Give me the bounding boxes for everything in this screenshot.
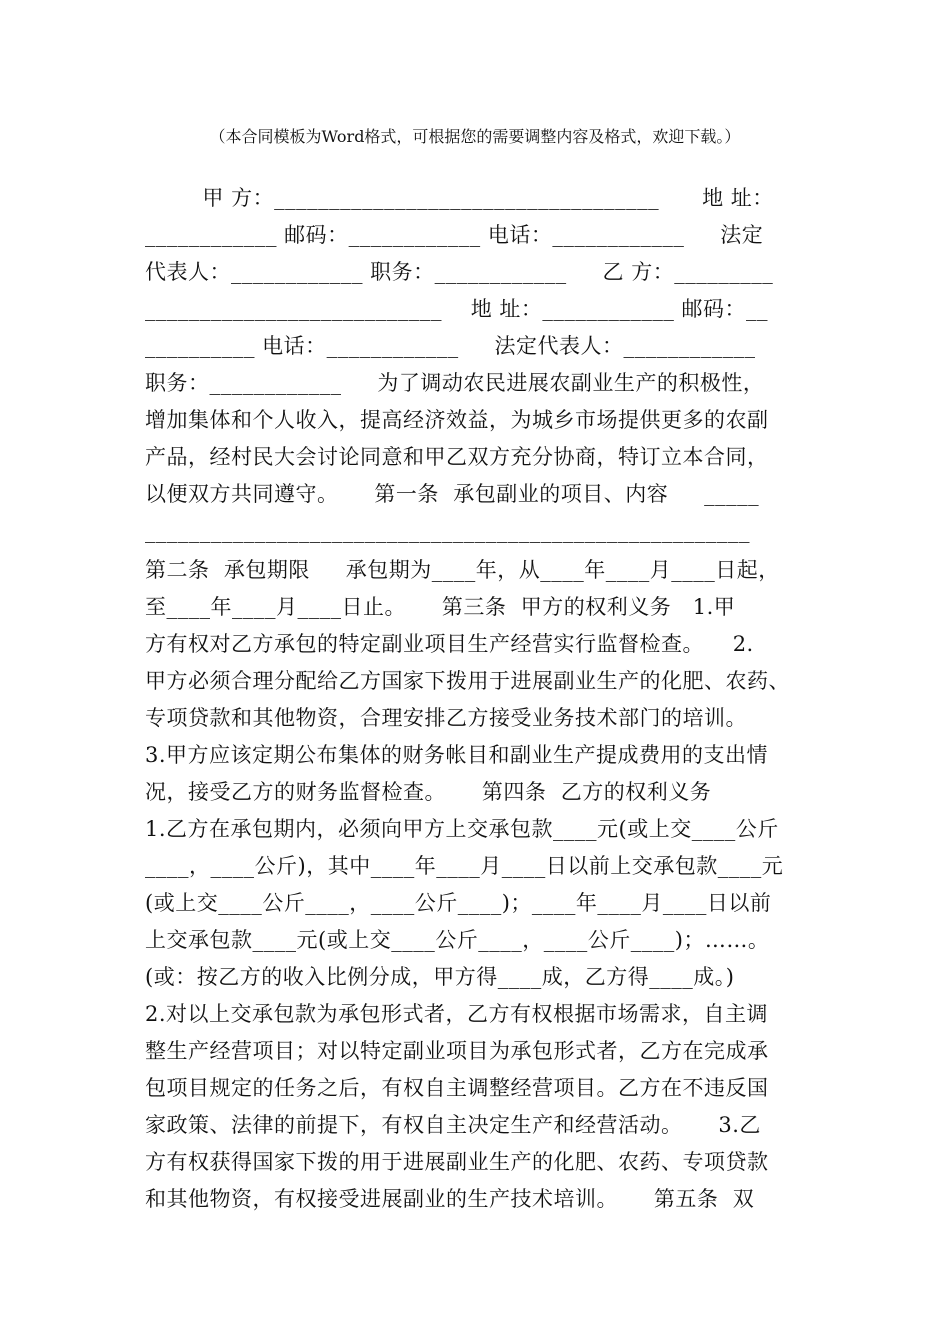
contract-line: 方有权获得国家下拨的用于进展副业生产的化肥、农药、专项贷款 (145, 1150, 769, 1174)
contract-line: __________ 电话：____________ 法定代表人：____________ (145, 334, 756, 358)
contract-line: 上交承包款____元(或上交____公斤____，____公斤____)；……。 (145, 928, 770, 952)
contract-line: 甲方必须合理分配给乙方国家下拨用于进展副业生产的化肥、农药、 (145, 669, 790, 693)
contract-line: 包项目规定的任务之后，有权自主调整经营项目。乙方在不违反国 (145, 1076, 769, 1100)
contract-line: 整生产经营项目；对以特定副业项目为承包形式者，乙方在完成承 (145, 1039, 769, 1063)
contract-line: 况，接受乙方的财务监督检查。 第四条 乙方的权利义务 (145, 780, 712, 804)
contract-line: 产品，经村民大会讨论同意和甲乙双方充分协商，特订立本合同， (145, 445, 769, 469)
contract-line: 专项贷款和其他物资，合理安排乙方接受业务技术部门的培训。 (145, 706, 747, 730)
contract-line: 家政策、法律的前提下，有权自主决定生产和经营活动。 3.乙 (145, 1113, 761, 1137)
contract-line: _______________________________________________________ (145, 519, 750, 543)
contract-line: 增加集体和个人收入，提高经济效益，为城乡市场提供更多的农副 (145, 408, 769, 432)
template-notice: （本合同模板为Word格式，可根据您的需要调整内容及格式，欢迎下载。） (209, 127, 741, 146)
contract-line: 1.乙方在承包期内，必须向甲方上交承包款____元(或上交____公斤 (145, 817, 779, 841)
contract-line: 3.甲方应该定期公布集体的财务帐目和副业生产提成费用的支出情 (145, 743, 769, 767)
contract-line: 2.对以上交承包款为承包形式者，乙方有权根据市场需求，自主调 (145, 1002, 769, 1026)
contract-line: 职务：____________ 为了调动农民进展农副业生产的积极性， (145, 371, 765, 395)
contract-line: 第二条 承包期限 承包期为____年，从____年____月____日起， (145, 558, 780, 582)
contract-line: (或：按乙方的收入比例分成，甲方得____成，乙方得____成。) (145, 965, 735, 989)
contract-line: 以便双方共同遵守。 第一条 承包副业的项目、内容 _____ (145, 482, 760, 506)
contract-line: 代表人：____________ 职务：____________ 乙 方：_________ (145, 260, 774, 284)
contract-line: ___________________________ 地 址：____________ 邮码：__ (145, 297, 769, 321)
contract-line: (或上交____公斤____，____公斤____)；____年____月____日以前 (145, 891, 772, 915)
contract-line: ____，____公斤)，其中____年____月____日以前上交承包款____元 (145, 854, 784, 878)
contract-line: 至____年____月____日止。 第三条 甲方的权利义务 1.甲 (145, 595, 736, 619)
contract-line: 方有权对乙方承包的特定副业项目生产经营实行监督检查。 2. (145, 632, 754, 656)
contract-line: 和其他物资，有权接受进展副业的生产技术培训。 第五条 双 (145, 1187, 755, 1211)
contract-line: ____________ 邮码：____________ 电话：____________ 法定 (145, 223, 764, 247)
contract-line: 甲 方：___________________________________ 地 址： (145, 186, 774, 210)
